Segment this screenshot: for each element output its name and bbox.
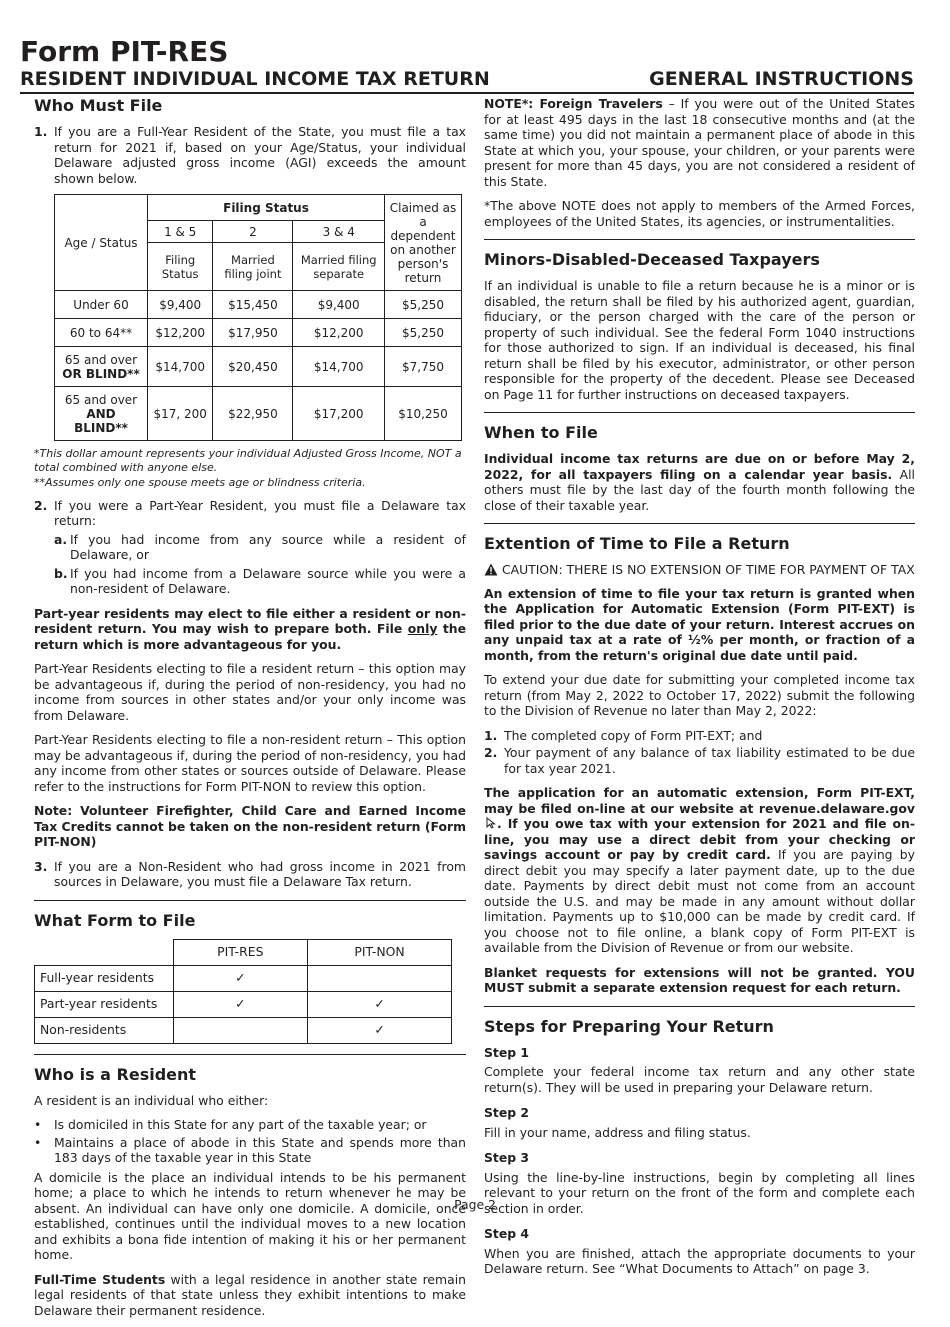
- step-label: Step 2: [484, 1105, 530, 1120]
- online-extension-paragraph: The application for an automatic extension, Form PIT-EXT, may be filed on-line at our website at revenue.delaware.gov. If you owe tax with your extension for 2021 and file on-line, you may use a direct debit from your checking or savings account or pay by credit card. If you are paying by direct debit you may specify a later payment date, up to the due date. Payments by direct debit must not come from an account outside the U.S. and may be made in any amount without dollar limitation. Payments up to $10,000 can be made by credit card. If you choose not to file online, a blank copy of Form PIT-EXT is available from the Division of Revenue or from our website.: [484, 785, 915, 955]
- extension-deadline-paragraph: To extend your due date for submitting your completed income tax return (from May 2, 2022 to October 17, 2022) submit the following to the Division of Revenue no later than May 2, 2022:: [484, 672, 915, 718]
- blanket-requests-note: Blanket requests for extensions will not be granted. YOU MUST submit a separate extension request for each return.: [484, 964, 915, 995]
- nonresident-option-paragraph: Part-Year Residents electing to file a non-resident return – This option may be advantageous if, during the period of non-residency, you had any income from other states or sources outside of Delaware. Please refer to the instructions for Form PIT-NON to review this option.: [34, 732, 466, 794]
- step-text: When you are finished, attach the appropriate documents to your Delaware return. See “What Documents to Attach” on page 3.: [484, 1245, 915, 1276]
- col-label: Married filing separate: [293, 243, 385, 291]
- resident-bullet: • Is domiciled in this State for any part of the taxable year; or: [34, 1117, 427, 1132]
- col-header: PIT-NON: [308, 939, 452, 965]
- code-cell: 3 & 4: [293, 221, 385, 243]
- resident-intro: A resident is an individual who either:: [34, 1092, 269, 1108]
- who-must-file-heading: Who Must File: [34, 96, 163, 115]
- step-label: Step 4: [484, 1226, 530, 1241]
- footnote-agi: *This dollar amount represents your individual Adjusted Gross Income, NOT a total combined with anyone else.: [34, 447, 462, 474]
- foreign-travelers-note: NOTE*: Foreign Travelers – If you were out of the United States for at least 495 days in the last 18 consecutive months and (at the same time) you did not maintain a permanent place of abode in this State at which you, your spouse, your children, or your parents were present for more than 45 days, you are not considered a resident of this State.: [484, 96, 915, 189]
- armed-forces-note: *The above NOTE does not apply to members of the Armed Forces, employees of the United States, its agencies, or instrumentalities.: [484, 198, 915, 229]
- when-to-file-paragraph: Individual income tax returns are due on or before May 2, 2022, for all taxpayers filing on a calendar year basis. All others must file by the last day of the fourth month following the close of their taxable year.: [484, 451, 915, 513]
- item-2b: b. If you had income from a Delaware source while you were a non-resident of Delaware.: [54, 565, 466, 596]
- table-row: Under 60 $9,400 $15,450 $9,400 $5,250: [55, 291, 462, 319]
- item-3: 3. If you are a Non-Resident who had gross income in 2021 from sources in Delaware, you must file a Delaware Tax return.: [34, 858, 466, 889]
- extension-heading: Extention of Time to File a Return: [484, 534, 790, 553]
- table-row: Full-year residents ✓: [35, 965, 452, 991]
- item-1: 1. If you are a Full-Year Resident of the State, you must file a tax return for 2021 if, based on your Age/Status, your individual Delaware adjusted gross income (AGI) exceeds the amount shown below.: [34, 124, 466, 186]
- checkmark: ✓: [173, 991, 308, 1017]
- code-cell: 1 & 5: [148, 221, 213, 243]
- warning-icon: [484, 563, 498, 576]
- divider: [484, 412, 915, 413]
- divider: [34, 1054, 466, 1055]
- page-number: Page 2: [454, 1197, 496, 1212]
- domicile-paragraph: A domicile is the place an individual intends to be his permanent home; a place to which he intends to return whenever he may be absent. An individual can have only one domicile. A domicile, once established, continues until the individual moves to a new location and exhibits a bona fide intention of making it his or her permanent home.: [34, 1169, 466, 1262]
- filing-requirements-table: [54, 194, 462, 441]
- table-row: Part-year residents ✓ ✓: [35, 991, 452, 1017]
- checkmark: ✓: [308, 991, 452, 1017]
- page-header: [20, 36, 914, 94]
- step-text: Fill in your name, address and filing status.: [484, 1124, 751, 1140]
- extension-paragraph: An extension of time to file your tax return is granted when the Application for Automatic Extension (Form PIT-EXT) is filed prior to the due date of your return. Interest accrues on any unpaid tax at a rate of ½% per month, or fraction of a month, from the return's original due date until paid.: [484, 585, 915, 663]
- step-label: Step 1: [484, 1044, 530, 1060]
- col-label: Filing Status: [148, 243, 213, 291]
- step-label: Step 3: [484, 1150, 530, 1165]
- age-status-header: Age / Status: [55, 195, 148, 291]
- students-paragraph: Full-Time Students with a legal residence in another state remain legal residents of that state unless they exhibit intentions to make Delaware their permanent residence.: [34, 1271, 466, 1318]
- filing-status-header: Filing Status: [148, 195, 385, 221]
- divider: [484, 1006, 915, 1007]
- who-is-resident-heading: Who is a Resident: [34, 1064, 197, 1084]
- form-subtitle: RESIDENT INDIVIDUAL INCOME TAX RETURN: [20, 68, 490, 90]
- step-text: Complete your federal income tax return and any other state return(s). They will be used in preparing your Delaware return.: [484, 1064, 915, 1095]
- item-2: 2. If you were a Part-Year Resident, you must file a Delaware tax return:: [34, 497, 466, 528]
- footnote-age: **Assumes only one spouse meets age or blindness criteria.: [34, 476, 366, 489]
- cursor-icon: [486, 817, 497, 829]
- section-title: GENERAL INSTRUCTIONS: [649, 68, 914, 90]
- table-row: 65 and over AND BLIND** $17, 200 $22,950 $17,200 $10,250: [55, 387, 462, 441]
- table-row: 60 to 64** $12,200 $17,950 $12,200 $5,250: [55, 319, 462, 347]
- subtitle-row: [20, 68, 914, 94]
- what-form-table: [34, 939, 452, 1044]
- code-cell: 2: [213, 221, 293, 243]
- minors-heading: Minors-Disabled-Deceased Taxpayers: [484, 250, 820, 269]
- item-2a: a. If you had income from any source while a resident of Delaware, or: [54, 531, 466, 562]
- left-column: [34, 96, 466, 1327]
- resident-bullet: • Maintains a place of abode in this State and spends more than 183 days of the taxable year in this State: [34, 1134, 466, 1165]
- part-year-note: Part-year residents may elect to file either a resident or non- resident return. You may wish to prepare both. File only the return which is more advantageous for you.: [34, 605, 466, 652]
- what-form-heading: What Form to File: [34, 910, 196, 930]
- resident-option-paragraph: Part-Year Residents electing to file a resident return – this option may be advantageous if, during the period of non-residency, you had no income from sources in other states and/or your only income was from Delaware.: [34, 661, 466, 723]
- checkmark: ✓: [308, 1017, 452, 1043]
- step-text: Using the line-by-line instructions, begin by completing all lines relevant to your return on the front of the form and complete each section in order.: [484, 1169, 915, 1216]
- revenue-website-link[interactable]: revenue.delaware.gov: [758, 800, 915, 816]
- table-row: Non-residents ✓: [35, 1017, 452, 1043]
- steps-heading: Steps for Preparing Your Return: [484, 1016, 774, 1036]
- caution-line: CAUTION: THERE IS NO EXTENSION OF TIME FOR PAYMENT OF TAX: [484, 562, 915, 578]
- list-item: 1. The completed copy of Form PIT-EXT; and: [484, 727, 763, 743]
- credits-note: Note: Volunteer Firefighter, Child Care and Earned Income Tax Credits cannot be taken on the non-resident return (Form PIT-NON): [34, 803, 466, 849]
- divider: [484, 523, 915, 524]
- list-item: 2. Your payment of any balance of tax liability estimated to be due for tax year 2021.: [484, 745, 915, 776]
- form-title: Form PIT-RES: [20, 35, 229, 68]
- when-to-file-heading: When to File: [484, 423, 598, 442]
- dependent-header: Claimed as a dependent on another person's return: [385, 195, 462, 291]
- right-column: [484, 96, 915, 1286]
- divider: [484, 239, 915, 240]
- col-header: PIT-RES: [173, 939, 308, 965]
- checkmark: ✓: [173, 965, 308, 991]
- table-row: 65 and over OR BLIND** $14,700 $20,450 $14,700 $7,750: [55, 347, 462, 387]
- divider: [34, 900, 466, 901]
- col-label: Married filing joint: [213, 243, 293, 291]
- minors-paragraph: If an individual is unable to file a return because he is a minor or is disabled, the return shall be filed by his authorized agent, guardian, fiduciary, or the person charged with the care of the person or property of such individual. See the federal Form 1040 instructions for those authorized to sign. If an individual is deceased, his final return shall be filed by his executor, administrator, or other person responsible for the property of the decedent. Please see Deceased on Page 11 for further instructions on deceased taxpayers.: [484, 278, 915, 402]
